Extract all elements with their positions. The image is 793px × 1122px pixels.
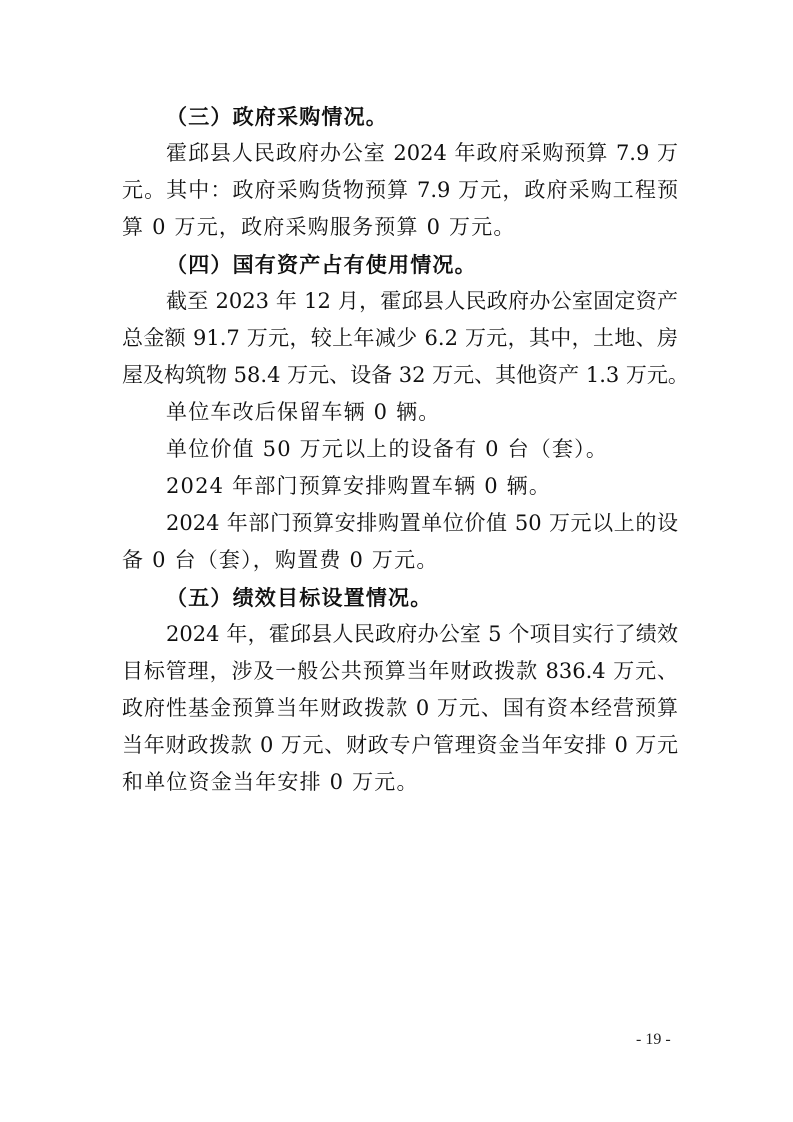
paragraph-line: 和单位资金当年安排 0 万元。 [122,770,419,794]
section-heading-procurement: （三）政府采购情况。 [166,104,388,129]
paragraph-line: 屋及构筑物 58.4 万元、设备 32 万元、其他资产 1.3 万元。 [122,363,689,387]
paragraph-line: 目标管理，涉及一般公共预算当年财政拨款 836.4 万元、 [122,659,678,683]
paragraph-line: 2024 年部门预算安排购置单位价值 50 万元以上的设 [166,511,678,535]
paragraph-line: 单位车改后保留车辆 0 辆。 [166,400,441,424]
section-heading-assets: （四）国有资产占有使用情况。 [166,252,477,277]
paragraph-line: 截至 2023 年 12 月，霍邱县人民政府办公室固定资产 [166,289,678,313]
paragraph-line: 单位价值 50 万元以上的设备有 0 台（套）。 [166,437,609,461]
paragraph-line: 当年财政拨款 0 万元、财政专户管理资金当年安排 0 万元 [122,733,678,757]
section-heading-performance: （五）绩效目标设置情况。 [166,585,433,610]
paragraph-line: 2024 年部门预算安排购置车辆 0 辆。 [166,474,552,498]
paragraph-line: 总金额 91.7 万元，较上年减少 6.2 万元，其中，土地、房 [122,326,678,350]
paragraph-line: 霍邱县人民政府办公室 2024 年政府采购预算 7.9 万 [166,141,678,165]
paragraph-line: 算 0 万元，政府采购服务预算 0 万元。 [122,215,516,239]
paragraph-line: 元。其中：政府采购货物预算 7.9 万元，政府采购工程预 [122,178,678,202]
paragraph-line: 2024 年，霍邱县人民政府办公室 5 个项目实行了绩效 [166,622,678,646]
paragraph-line: 政府性基金预算当年财政拨款 0 万元、国有资本经营预算 [122,696,678,720]
page-content [122,98,689,801]
paragraph-line: 备 0 台（套），购置费 0 万元。 [122,548,439,572]
page-number: - 19 - [636,1031,671,1048]
